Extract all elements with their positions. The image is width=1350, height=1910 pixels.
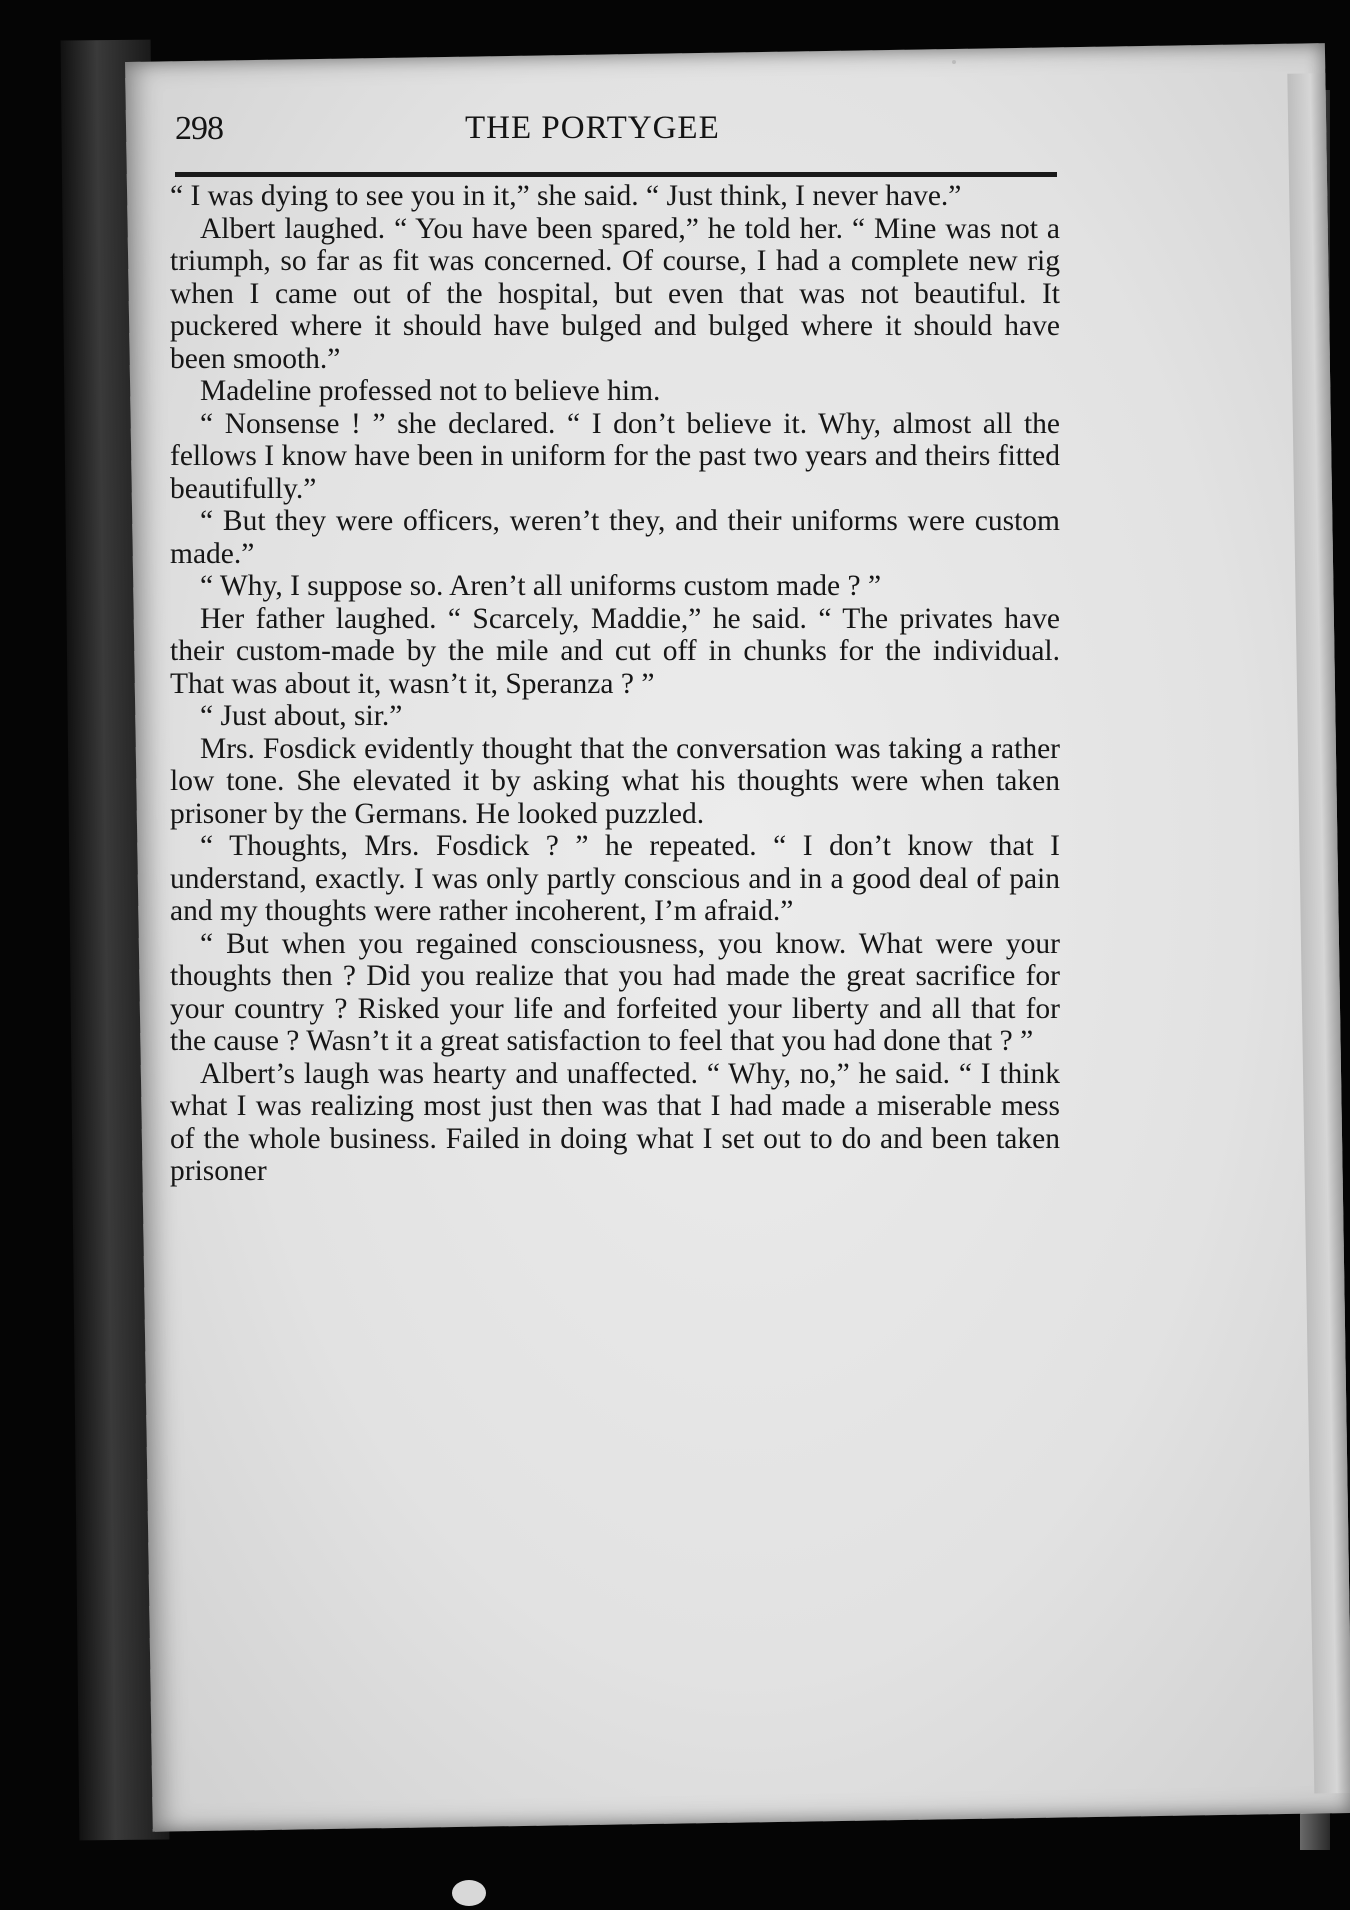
scan-dust-speck <box>952 60 956 64</box>
paragraph: Albert’s laugh was hearty and unaffected. “ Why, no,” he said. “ I think what I was realizing most just then was that I had made a miserable mess of the whole business. Failed in doing what I set out to do and been taken prisoner <box>170 1057 1060 1187</box>
page-right-margin <box>1287 73 1350 1793</box>
body-text <box>170 180 1060 1188</box>
paragraph: Madeline professed not to believe him. <box>200 375 661 407</box>
paragraph: “ Nonsense ! ” she declared. “ I don’t believe it. Why, almost all the fellows I know have been in uniform for the past two years and theirs fitted beautifully.” <box>170 407 1060 505</box>
page-header <box>175 110 1055 170</box>
running-title: THE PORTYGEE <box>465 110 720 146</box>
paragraph: Mrs. Fosdick evidently thought that the conversation was taking a rather low tone. She elevated it by asking what his thoughts were when taken prisoner by the Germans. He looked puzzled. <box>170 732 1060 830</box>
paragraph: “ Why, I suppose so. Aren’t all uniforms custom made ? ” <box>200 570 882 602</box>
paragraph: “ But they were officers, weren’t they, and their uniforms were custom made.” <box>170 505 1060 570</box>
paragraph: “ I was dying to see you in it,” she said. “ Just think, I never have.” <box>170 180 962 212</box>
paragraph: Albert laughed. “ You have been spared,” he told her. “ Mine was not a triumph, so far as fit was concerned. Of course, I had a complete new rig when I came out of the hospital, but even that was not beautiful. It puckered where it should have bulged and bulged where it should have been smooth.” <box>170 212 1060 375</box>
page-number: 298 <box>175 110 223 147</box>
paragraph: “ Just about, sir.” <box>200 700 403 732</box>
paragraph: Her father laughed. “ Scarcely, Maddie,” he said. “ The privates have their custom-made by the mile and cut off in chunks for the individual. That was about it, wasn’t it, Speranza ? ” <box>170 602 1060 700</box>
paragraph: “ Thoughts, Mrs. Fosdick ? ” he repeated. “ I don’t know that I understand, exactly. I was only partly conscious and in a good deal of pain and my thoughts were rather incoherent, I’m afraid.” <box>170 830 1060 927</box>
scan-dust-speck <box>452 1880 486 1906</box>
paragraph: “ But when you regained consciousness, you know. What were your thoughts then ? Did you realize that you had made the great sacrifice for your country ? Risked your life and forfeited your liberty and all that for the cause ? Wasn’t it a great satisfaction to feel that you had done that ? ” <box>170 927 1060 1057</box>
header-rule <box>175 172 1057 177</box>
